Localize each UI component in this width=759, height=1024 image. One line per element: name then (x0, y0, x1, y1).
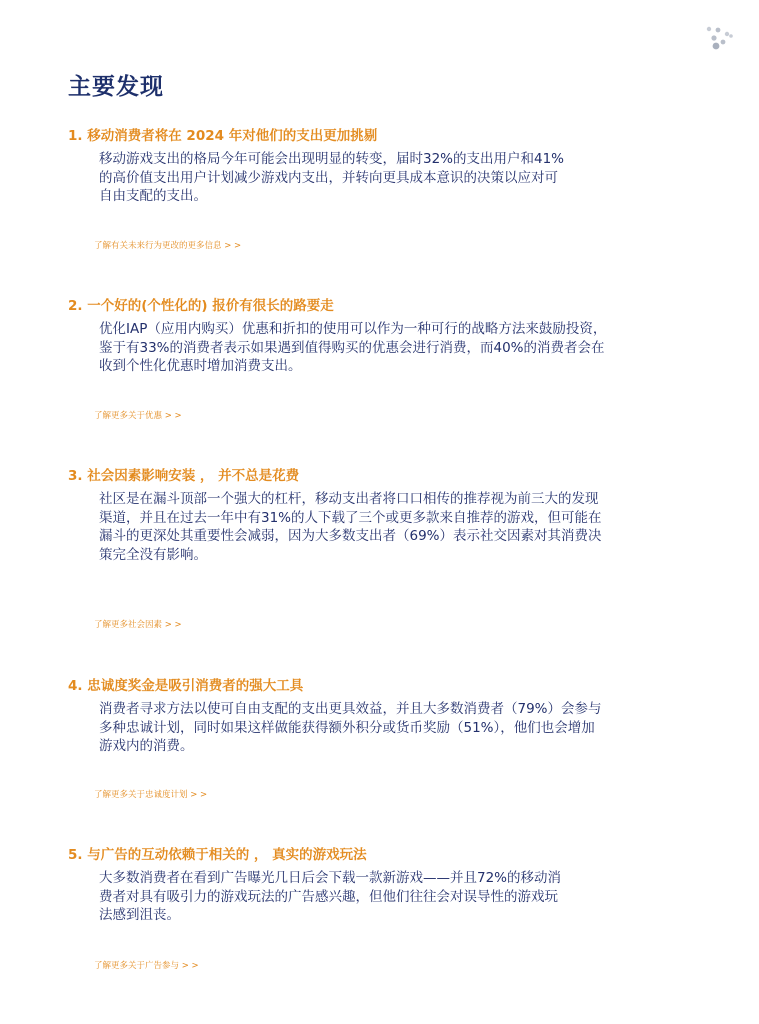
finding-5 (68, 846, 694, 971)
finding-heading: 2. 一个好的(个性化的) 报价有很长的路要走 (68, 298, 334, 314)
learn-more-link[interactable]: 了解更多关于广告参与 > > (94, 961, 199, 971)
finding-body-line: 游戏内的消费。 (99, 738, 194, 754)
finding-heading: 3. 社会因素影响安装 ， 并不总是花费 (68, 468, 300, 484)
page-title: 主要发现 (68, 74, 164, 100)
finding-2 (68, 297, 694, 421)
finding-body-line: 移动游戏支出的格局今年可能会出现明显的转变，届时32%的支出用户和41% (99, 151, 565, 167)
finding-body-line: 优化IAP（应用内购买）优惠和折扣的使用可以作为一种可行的战略方法来鼓励投资， (99, 321, 607, 337)
finding-body-line: 自由支配的支出。 (99, 188, 207, 204)
finding-body-line: 消费者寻求方法以使可自由支配的支出更具效益，并且大多数消费者（79%）会参与 (99, 701, 602, 717)
finding-body-line: 策完全没有影响。 (99, 546, 207, 563)
finding-body-line: 收到个性化优惠时增加消费支出。 (99, 358, 302, 374)
finding-1 (68, 127, 694, 251)
learn-more-link[interactable]: 了解更多社会因素 > > (94, 620, 182, 630)
finding-body (99, 320, 694, 376)
finding-body (99, 150, 694, 206)
finding-body-line: 社区是在漏斗顶部一个强大的杠杆，移动支出者将口口相传的推荐视为前三大的发现 (99, 491, 599, 507)
finding-body-line: 多种忠诚计划，同时如果这样做能获得额外积分或货币奖励（51%），他们也会增加 (99, 719, 595, 736)
learn-more-link[interactable]: 了解有关未来行为更改的更多信息 > > (94, 241, 242, 251)
finding-body-line: 法感到沮丧。 (99, 907, 180, 923)
finding-body-line: 渠道，并且在过去一年中有31%的人下载了三个或更多款来自推荐的游戏，但可能在 (99, 509, 602, 526)
learn-more-link[interactable]: 了解更多关于优惠 > > (94, 411, 182, 421)
finding-body-line: 的高价值支出用户计划减少游戏内支出，并转向更具成本意识的决策以应对可 (99, 169, 558, 186)
finding-body-line: 鉴于有33%的消费者表示如果遇到值得购买的优惠会进行消费，而40%的消费者会在 (99, 339, 605, 356)
finding-4 (68, 677, 694, 800)
finding-body (99, 869, 694, 925)
finding-body-line: 大多数消费者在看到广告曝光几日后会下载一款新游戏——并且72%的移动消 (99, 870, 562, 886)
finding-heading: 1. 移动消费者将在 2024 年对他们的支出更加挑剔 (68, 128, 378, 144)
finding-heading: 5. 与广告的互动依赖于相关的 ， 真实的游戏玩法 (68, 847, 367, 863)
finding-heading: 4. 忠诚度奖金是吸引消费者的强大工具 (68, 678, 304, 694)
finding-3 (68, 467, 694, 630)
finding-body (99, 490, 694, 564)
finding-body-line: 漏斗的更深处其重要性会减弱，因为大多数支出者（69%）表示社交因素对其消费决 (99, 528, 602, 544)
brand-dots-logo-icon (700, 22, 740, 56)
finding-body-line: 费者对具有吸引力的游戏玩法的广告感兴趣，但他们往往会对误导性的游戏玩 (99, 888, 558, 905)
learn-more-link[interactable]: 了解更多关于忠诚度计划 > > (94, 790, 208, 800)
finding-body (99, 700, 694, 756)
